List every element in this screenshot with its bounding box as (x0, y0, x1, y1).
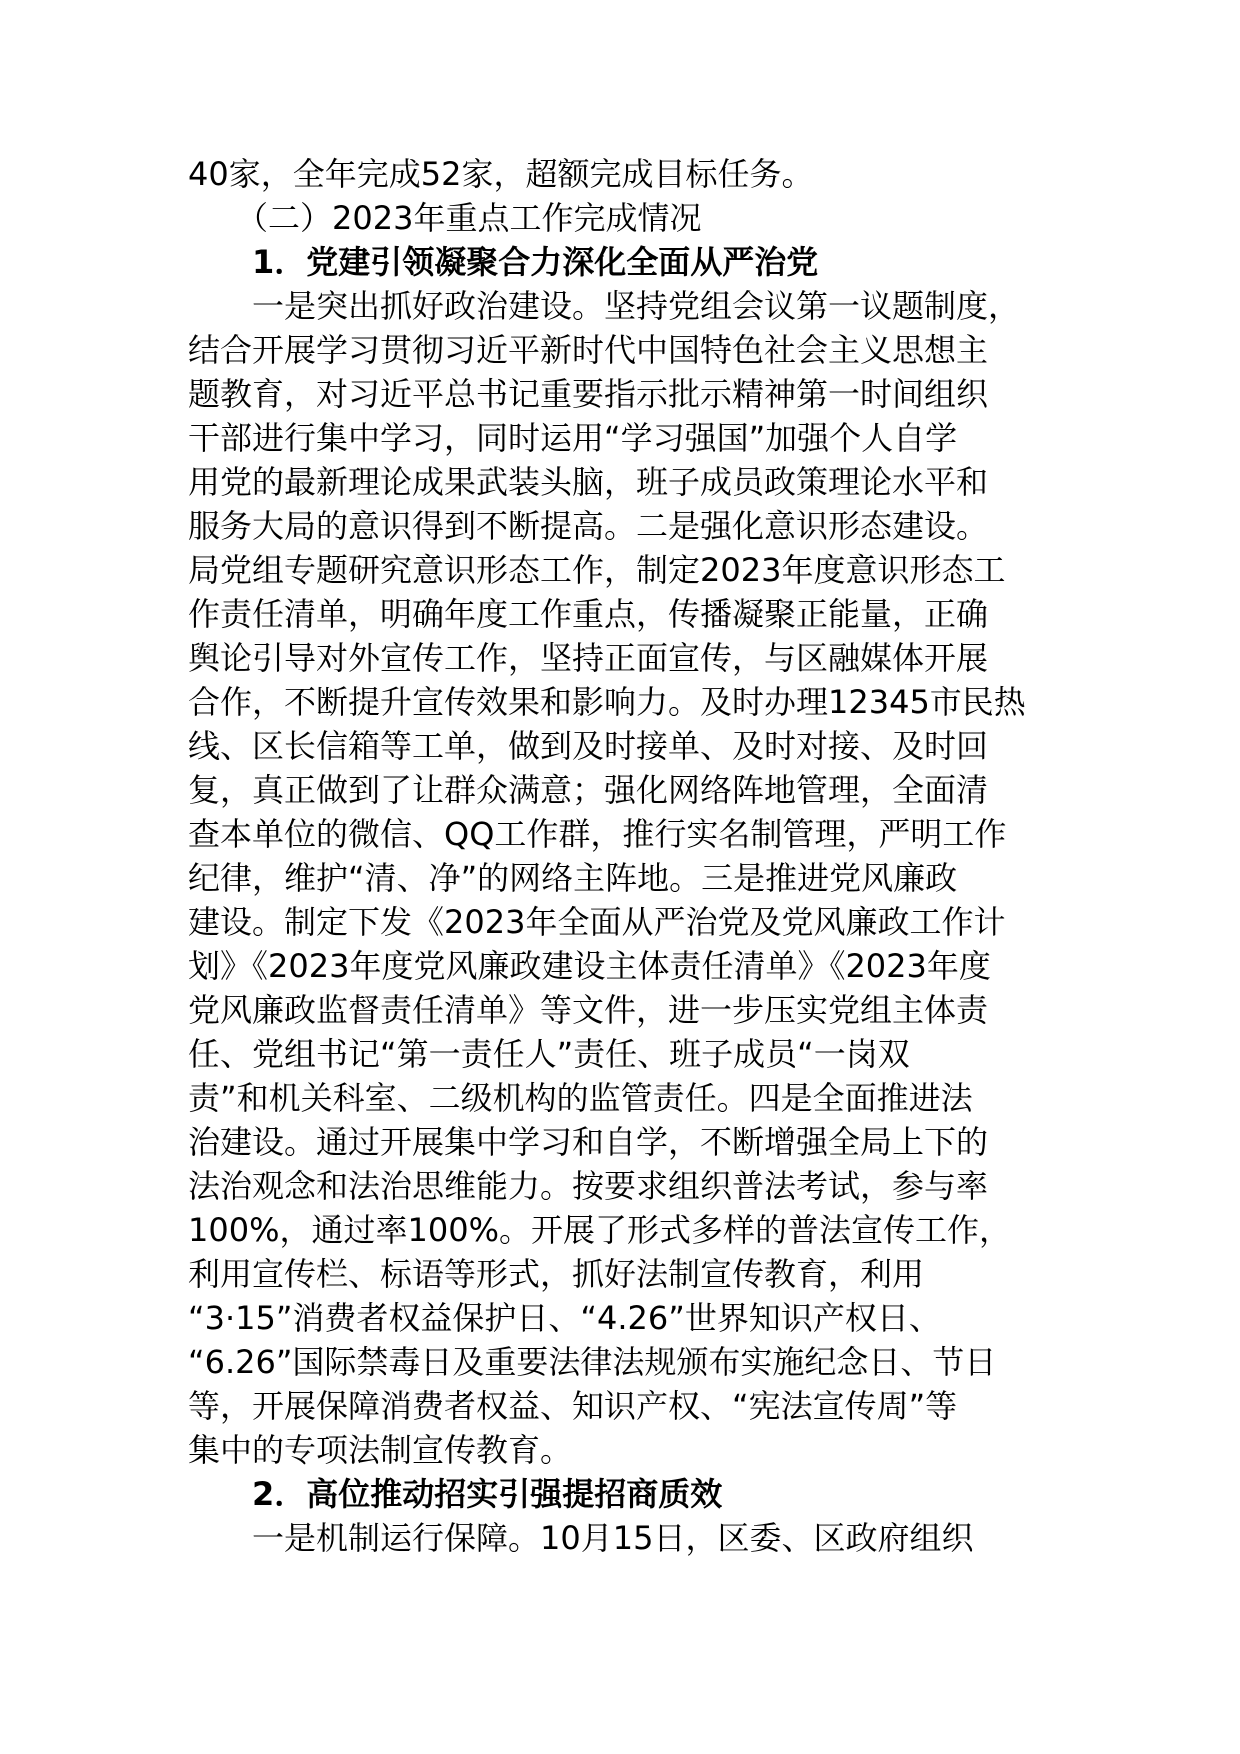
text-line: 纪律，维护“清、净”的网络主阵地。三是推进党风廉政 (188, 859, 958, 897)
text-line: 服务大局的意识得到不断提高。二是强化意识形态建设。 (188, 507, 989, 545)
text-line: 合作，不断提升宣传效果和影响力。及时办理12345市民热 (188, 683, 1026, 721)
text-line: 等，开展保障消费者权益、知识产权、“宪法宣传周”等 (188, 1387, 958, 1425)
text-line: 线、区长信箱等工单，做到及时接单、及时对接、及时回 (188, 727, 989, 765)
document-body (188, 152, 1058, 1560)
text-line: 法治观念和法治思维能力。按要求组织普法考试，参与率 (188, 1167, 989, 1205)
text-line: 100%，通过率100%。开展了形式多样的普法宣传工作， (188, 1211, 1011, 1249)
section-subheading: （二）2023年重点工作完成情况 (188, 199, 702, 237)
text-line: “6.26”国际禁毒日及重要法律法规颁布实施纪念日、节日 (188, 1343, 997, 1381)
text-line: 一是机制运行保障。10月15日，区委、区政府组织 (188, 1519, 974, 1557)
text-line: 复，真正做到了让群众满意；强化网络阵地管理，全面清 (188, 771, 989, 809)
text-line: 划》《2023年度党风廉政建设主体责任清单》《2023年度 (188, 947, 991, 985)
text-line: 作责任清单，明确年度工作重点，传播凝聚正能量，正确 (188, 595, 989, 633)
text-line: 利用宣传栏、标语等形式，抓好法制宣传教育，利用 (188, 1255, 925, 1293)
text-line: 任、党组书记“第一责任人”责任、班子成员“一岗双 (188, 1035, 910, 1073)
text-line: 责”和机关科室、二级机构的监管责任。四是全面推进法 (188, 1079, 973, 1117)
text-line: 查本单位的微信、QQ工作群，推行实名制管理，严明工作 (188, 815, 1007, 853)
text-line: 结合开展学习贯彻习近平新时代中国特色社会主义思想主 (188, 331, 989, 369)
text-line: 集中的专项法制宣传教育。 (188, 1431, 573, 1469)
text-line: “3·15”消费者权益保护日、“4.26”世界知识产权日、 (188, 1299, 941, 1337)
section-heading-2: 2．高位推动招实引强提招商质效 (188, 1475, 723, 1513)
text-line: 干部进行集中学习，同时运用“学习强国”加强个人自学 (188, 419, 958, 457)
text-line: 题教育，对习近平总书记重要指示批示精神第一时间组织 (188, 375, 989, 413)
text-line: 党风廉政监督责任清单》等文件，进一步压实党组主体责 (188, 991, 989, 1029)
text-line: 一是突出抓好政治建设。坚持党组会议第一议题制度， (188, 287, 1021, 325)
text-line: 治建设。通过开展集中学习和自学，不断增强全局上下的 (188, 1123, 989, 1161)
text-line: 40家，全年完成52家，超额完成目标任务。 (188, 155, 814, 193)
text-line: 建设。制定下发《2023年全面从严治党及党风廉政工作计 (188, 903, 1006, 941)
text-line: 舆论引导对外宣传工作，坚持正面宣传，与区融媒体开展 (188, 639, 989, 677)
text-line: 用党的最新理论成果武装头脑，班子成员政策理论水平和 (188, 463, 989, 501)
text-line: 局党组专题研究意识形态工作，制定2023年度意识形态工 (188, 551, 1006, 589)
section-heading-1: 1．党建引领凝聚合力深化全面从严治党 (188, 243, 819, 281)
